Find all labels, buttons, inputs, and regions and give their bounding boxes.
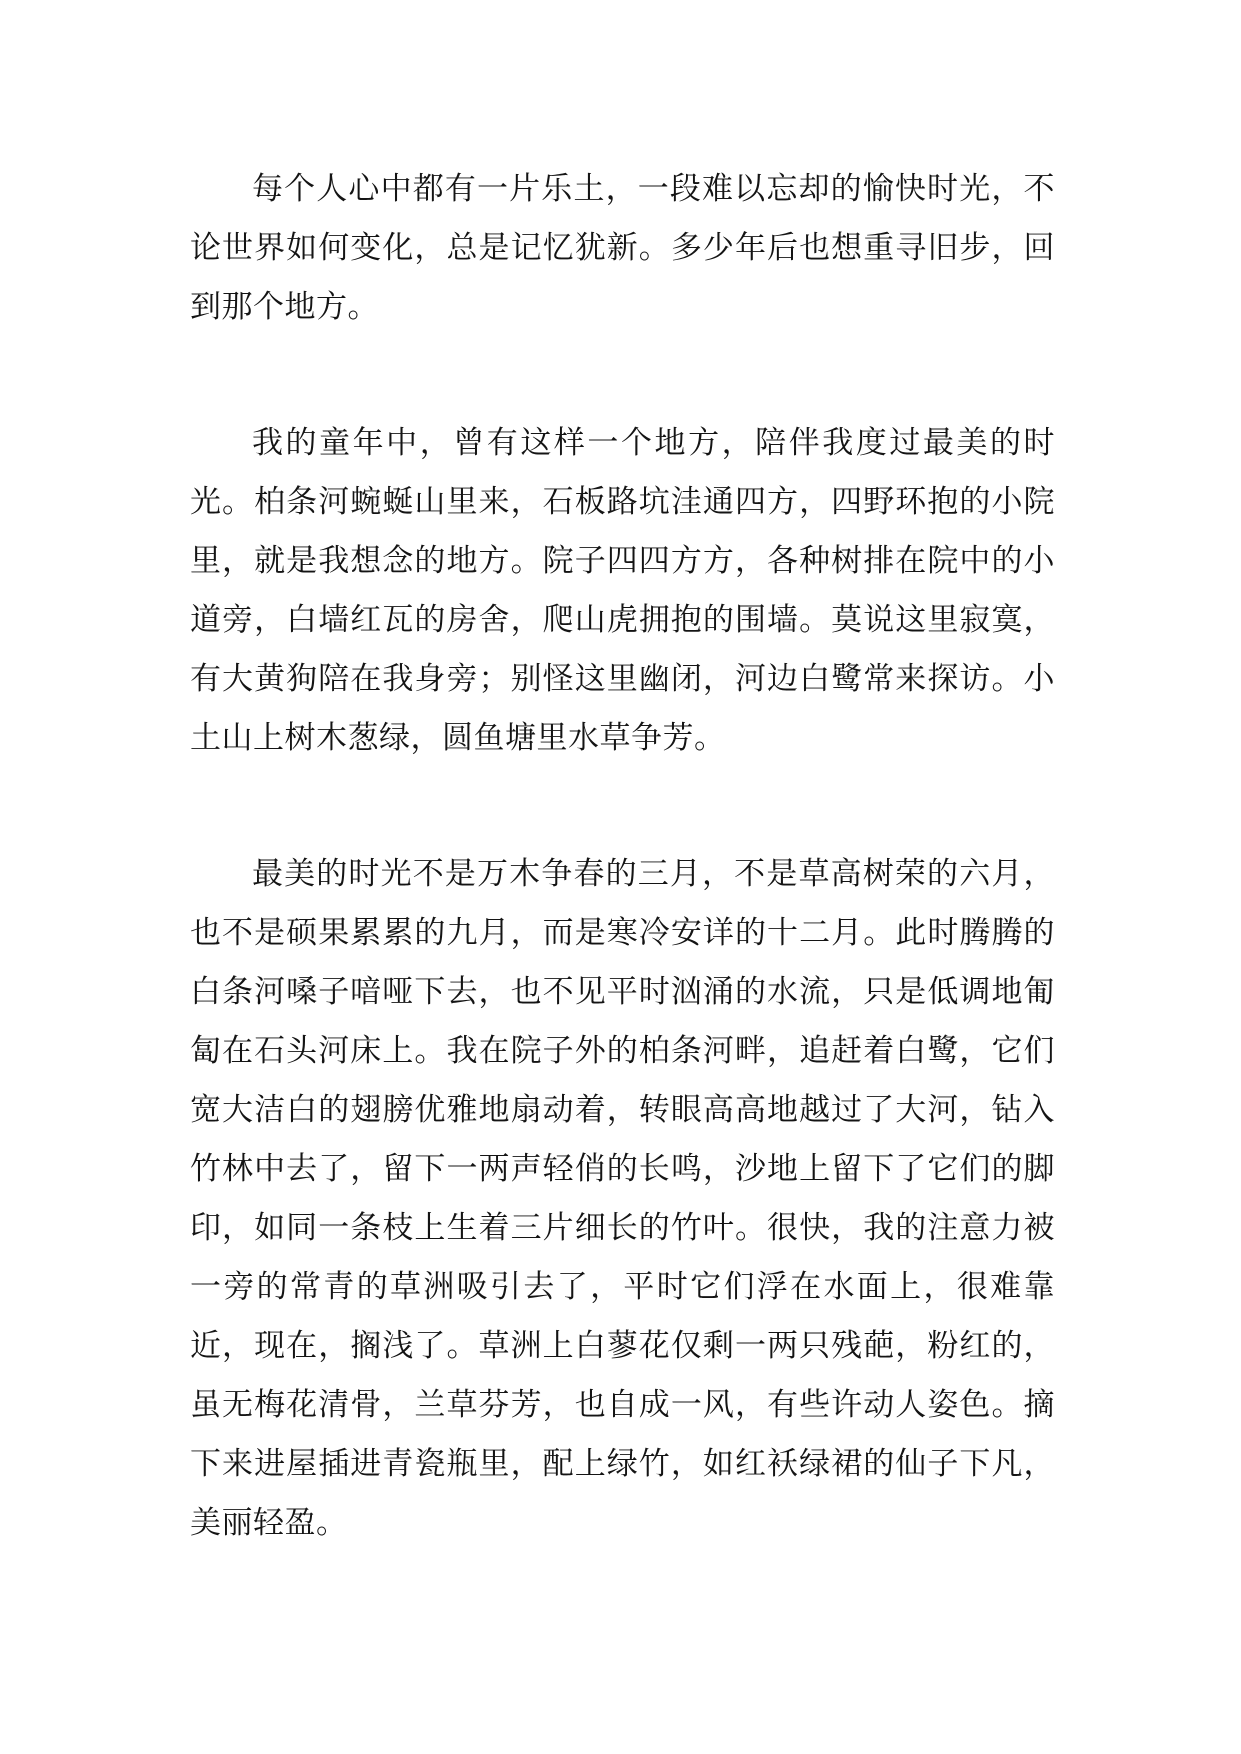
document-body (190, 160, 1055, 1553)
paragraph-2: 我的童年中，曾有这样一个地方，陪伴我度过最美的时光。柏条河蜿蜒山里来，石板路坑洼通四方，四野环抱的小院里，就是我想念的地方。院子四四方方，各种树排在院中的小道旁，白墙红瓦的房舍，爬山虎拥抱的围墙。莫说这里寂寞，有大黄狗陪在我身旁；别怪这里幽闭，河边白鹭常来探访。小土山上树木葱绿，圆鱼塘里水草争芳。 (190, 425, 1055, 756)
paragraph-3: 最美的时光不是万木争春的三月，不是草高树荣的六月，也不是硕果累累的九月，而是寒冷安详的十二月。此时腾腾的白条河嗓子喑哑下去，也不见平时汹涌的水流，只是低调地匍匐在石头河床上。我在院子外的柏条河畔，追赶着白鹭，它们宽大洁白的翅膀优雅地扇动着，转眼高高地越过了大河，钻入竹林中去了，留下一两声轻俏的长鸣，沙地上留下了它们的脚印，如同一条枝上生着三片细长的竹叶。很快，我的注意力被一旁的常青的草洲吸引去了，平时它们浮在水面上，很难靠近，现在，搁浅了。草洲上白蓼花仅剩一两只残葩，粉红的，虽无梅花清骨，兰草芬芳，也自成一风，有些许动人姿色。摘下来进屋插进青瓷瓶里，配上绿竹，如红袄绿裙的仙子下凡，美丽轻盈。 (190, 856, 1055, 1541)
paragraph-1: 每个人心中都有一片乐土，一段难以忘却的愉快时光，不论世界如何变化，总是记忆犹新。多少年后也想重寻旧步，回到那个地方。 (190, 171, 1055, 325)
